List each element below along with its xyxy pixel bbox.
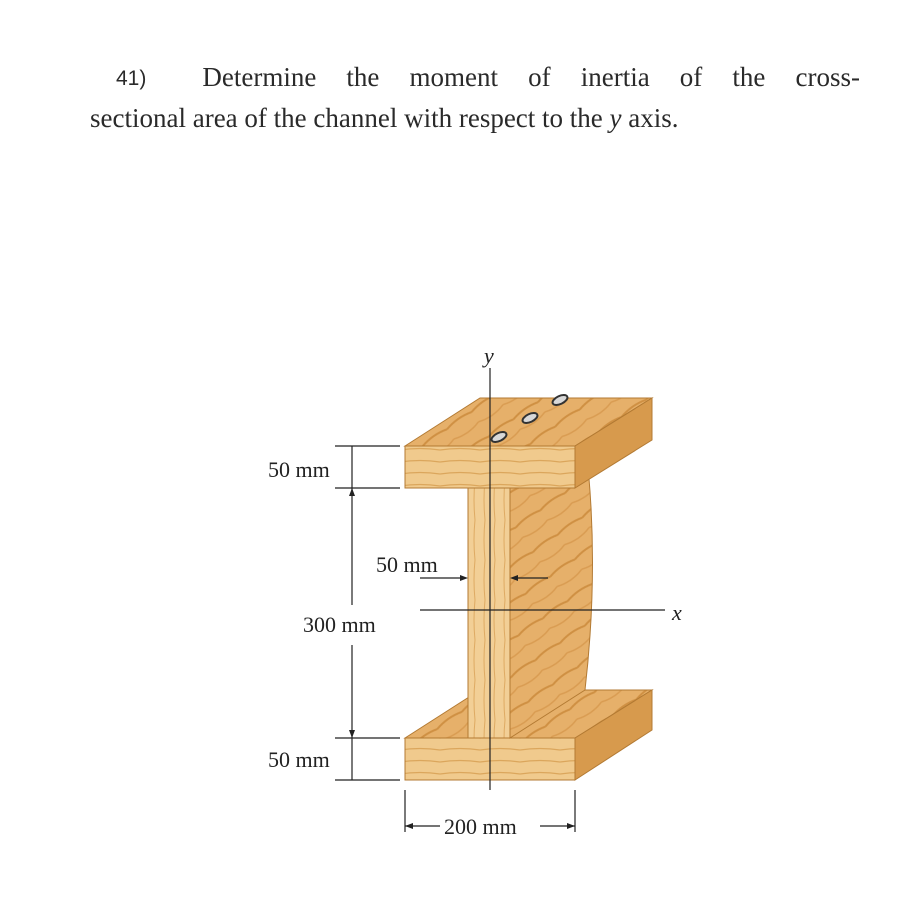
dim-web-thickness-label: 50 mm (376, 552, 438, 577)
dim-width-label: 200 mm (444, 814, 517, 839)
dim-top-flange-label: 50 mm (268, 457, 330, 482)
problem-text-2b: axis. (621, 103, 679, 133)
dim-web-height-label: 300 mm (303, 612, 376, 637)
y-axis-label: y (484, 343, 494, 368)
x-axis-label: x (672, 600, 682, 625)
problem-text-1: Determine the moment of inertia of the cross- (202, 62, 860, 92)
problem-text-2a: sectional area of the channel with respect to the (90, 103, 610, 133)
problem-var-y: y (609, 103, 622, 133)
top-flange (405, 398, 652, 488)
problem-number: 41) (116, 67, 147, 90)
dim-bottom-flange-label: 50 mm (268, 747, 330, 772)
